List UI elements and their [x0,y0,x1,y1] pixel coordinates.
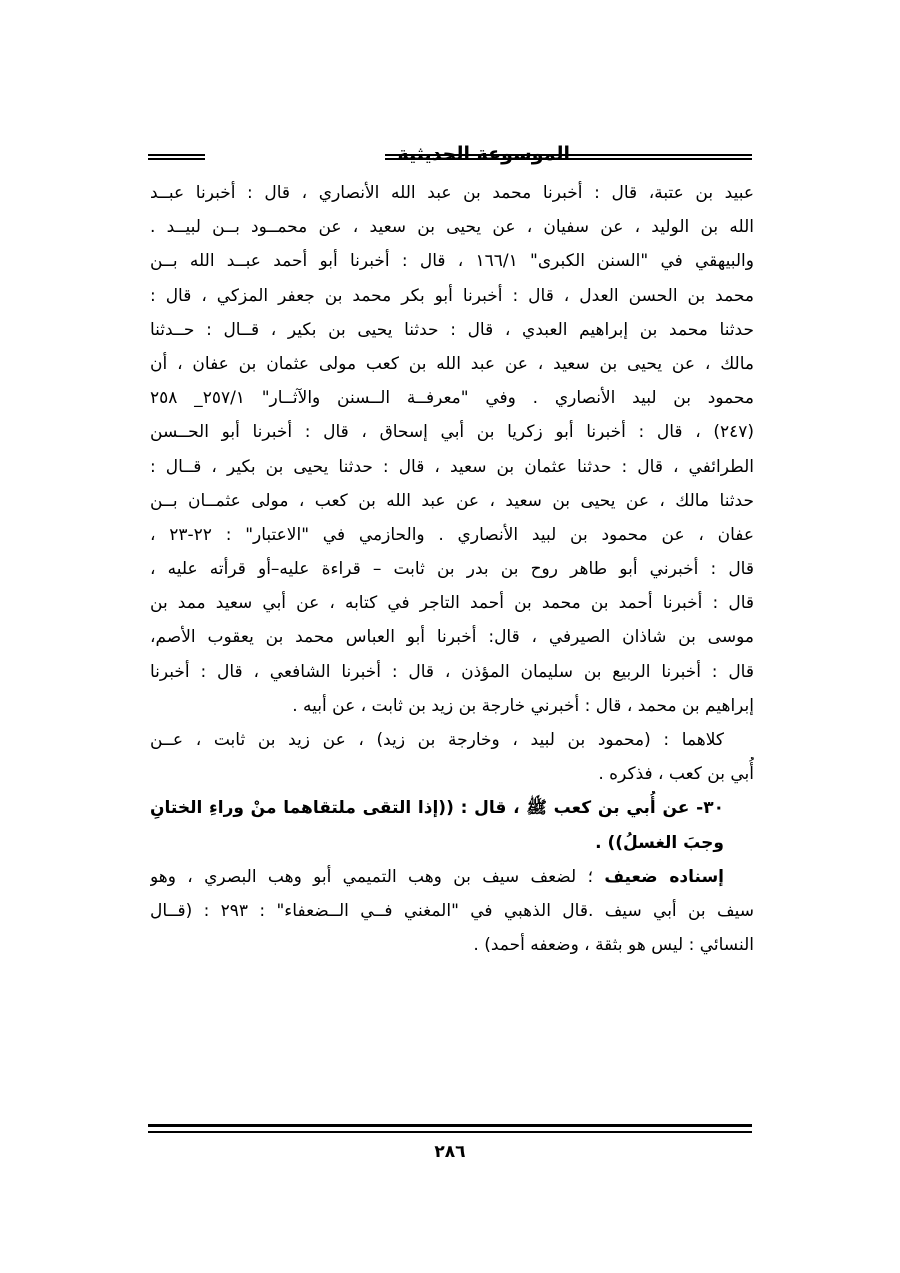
page-number: ٢٨٦ [434,1142,466,1162]
text-line: كلاهما : (محمود بن لبيد ، وخارجة بن زيد) ، عن زيد بن ثابت ، عــن [150,730,724,750]
isnad-label: إسناده ضعيف [604,866,724,887]
hadith-heading: وجبَ الغسلُ)) . [595,832,724,853]
header-rule-short [148,154,205,160]
body-text [150,176,754,962]
running-header [148,140,752,170]
isnad-line [150,860,754,894]
text-line: حدثنا مالك ، عن يحيى بن سعيد ، عن عبد الله بن كعب ، مولى عثمــان بــن [150,490,754,511]
text-line: إبراهيم بن محمد ، قال : أخبرني خارجة بن زيد بن ثابت ، عن أبيه . [292,695,754,716]
text-line: قال : أخبرنا أحمد بن محمد بن أحمد التاجر في كتابه ، عن أبي سعيد ممد بن [150,593,754,614]
text-line: والبيهقي في "السنن الكبرى" ١٦٦/١ ، قال : أخبرنا أبو أحمد عبــد الله بــن [150,251,754,272]
text-line: قال : أخبرني أبو طاهر روح بن بدر بن ثابت – قراءة عليه–أو قرأته عليه ، [150,559,754,580]
text-line: أُبي بن كعب ، فذكره . [598,764,754,785]
text-line: مالك ، عن يحيى بن سعيد ، عن عبد الله بن كعب مولى عثمان بن عفان ، أن [150,353,754,374]
text-line: النسائي : ليس هو بثقة ، وضعفه أحمد) . [473,935,754,956]
isnad-text: ؛ لضعف سيف بن وهب التميمي أبو وهب البصري ، وهو [150,866,605,887]
text-line: الطرائفي ، قال : حدثنا عثمان بن سعيد ، قال : حدثنا يحيى بن بكير ، قــال : [150,456,754,477]
text-line: عبيد بن عتبة، قال : أخبرنا محمد بن عبد الله الأنصاري ، قال : أخبرنا عبــد [150,183,754,203]
text-line: محمد بن الحسن العدل ، قال : أخبرنا أبو بكر محمد بن جعفر المزكي ، قال : [150,285,754,306]
text-line: حدثنا محمد بن إبراهيم العبدي ، قال : حدثنا يحيى بن بكير ، قــال : حــدثنا [150,319,754,340]
footer-rule [148,1124,752,1133]
text-line: موسى بن شاذان الصيرفي ، قال: أخبرنا أبو العباس محمد بن يعقوب الأصم، [150,627,754,648]
hadith-heading: ٣٠- عن أُبي بن كعب ﷺ ، قال : ((إذا التقى ملتقاهما منْ وراءِ الختانِ [150,798,724,819]
text-line: عفان ، عن محمود بن لبيد الأنصاري . والحازمي في "الاعتبار" : ٢٢-٢٣ ، [150,524,754,545]
text-line: سيف بن أبي سيف .قال الذهبي في "المغني فــي الــضعفاء" : ٢٩٣ : (قــال [150,900,754,921]
header-title: الموسوعة الحديثية [397,143,570,165]
text-line: قال : أخبرنا الربيع بن سليمان المؤذن ، قال : أخبرنا الشافعي ، قال : أخبرنا [150,661,754,682]
text-line: محمود بن لبيد الأنصاري . وفي "معرفــة الــسنن والآثــار" ٢٥٧/١_ ٢٥٨ [150,388,754,409]
text-line: (٢٤٧) ، قال : أخبرنا أبو زكريا بن أبي إسحاق ، قال : أخبرنا أبو الحــسن [150,422,754,443]
text-line: الله بن الوليد ، عن سفيان ، عن يحيى بن سعيد ، عن محمــود بــن لبيــد . [150,217,754,238]
